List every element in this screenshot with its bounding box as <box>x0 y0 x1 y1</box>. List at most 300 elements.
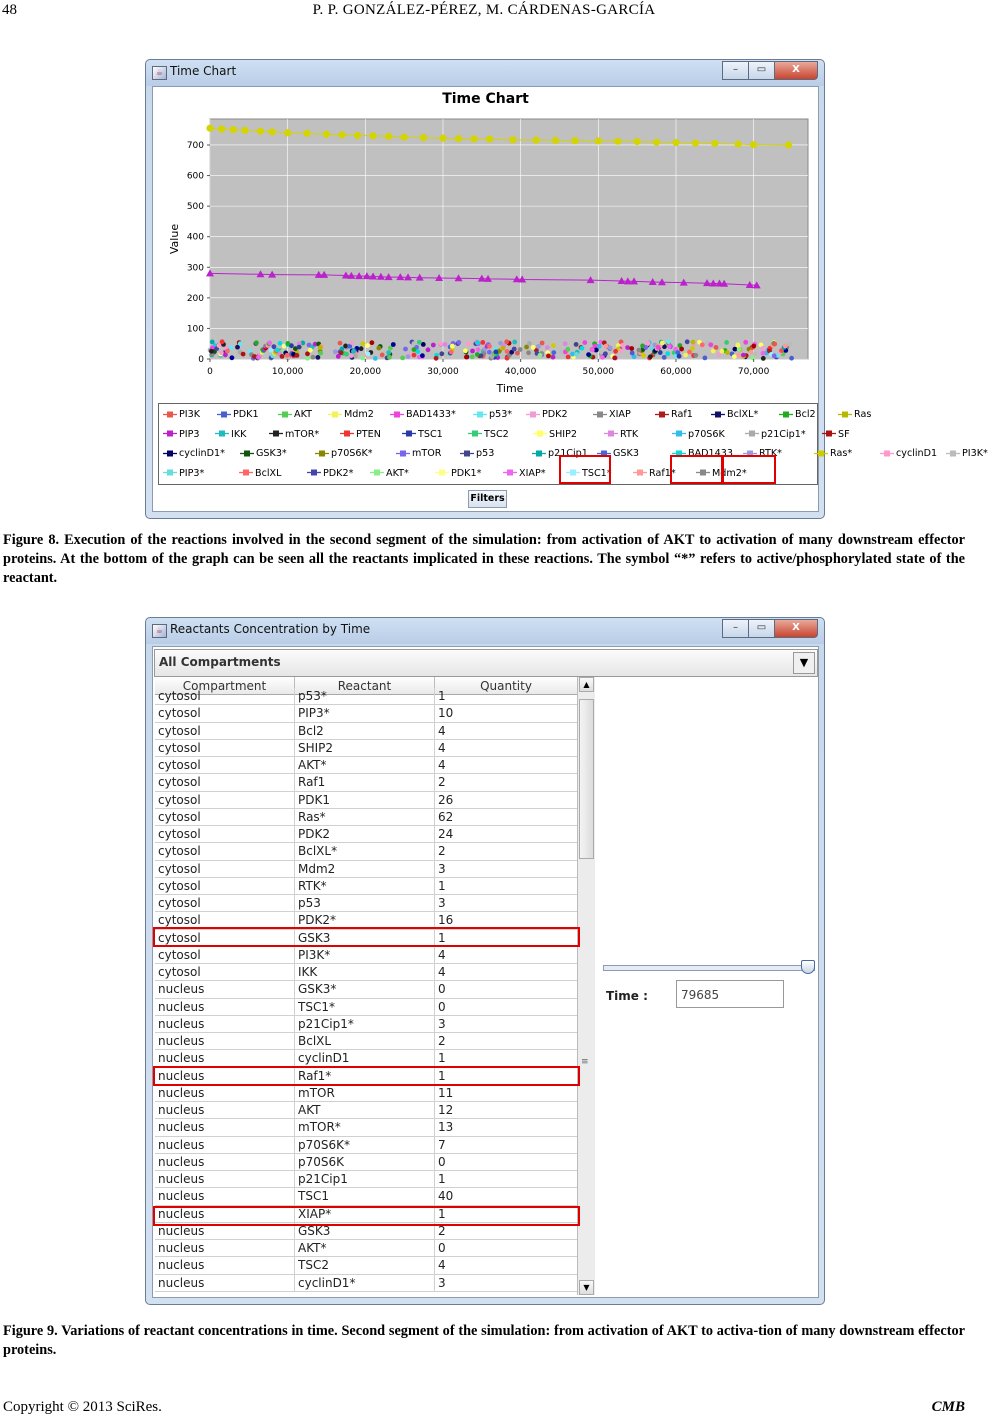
data-point-mdm2 <box>692 140 699 147</box>
compartment-select[interactable] <box>154 649 818 677</box>
low-value-marker <box>443 342 448 347</box>
low-value-marker <box>412 353 417 358</box>
cell-compartment: cytosol <box>155 912 295 929</box>
dropdown-arrow-icon[interactable]: ▼ <box>793 652 815 674</box>
low-value-marker <box>504 339 509 344</box>
running-head-authors: P. P. GONZÁLEZ-PÉREZ, M. CÁRDENAS-GARCÍA <box>312 2 656 18</box>
low-value-marker <box>646 341 651 346</box>
close-button[interactable]: X <box>774 619 818 638</box>
low-value-marker <box>637 348 642 353</box>
low-value-marker <box>608 345 613 350</box>
cell-quantity: 10 <box>435 705 578 722</box>
legend-marker-icon <box>822 429 836 438</box>
low-value-marker <box>603 351 608 356</box>
low-value-marker <box>551 350 556 355</box>
cell-reactant: p53* <box>295 688 435 705</box>
legend-label: TSC1 <box>418 428 443 440</box>
cell-reactant: PDK2* <box>295 912 435 929</box>
low-value-marker <box>380 353 385 358</box>
table-row[interactable] <box>155 1119 578 1136</box>
data-point-mdm2 <box>369 132 376 139</box>
cell-compartment: nucleus <box>155 1016 295 1033</box>
window-title: Time Chart <box>170 64 237 78</box>
data-point-mdm2 <box>533 136 540 143</box>
legend-item <box>533 428 577 441</box>
cell-quantity: 26 <box>435 792 578 809</box>
table-row[interactable] <box>155 1033 578 1050</box>
data-point-mdm2 <box>354 132 361 139</box>
cell-quantity: 0 <box>435 981 578 998</box>
low-value-marker <box>648 354 653 359</box>
legend-label: PIP3 <box>179 428 200 440</box>
cell-quantity: 3 <box>435 1016 578 1033</box>
data-point-mdm2 <box>323 131 330 138</box>
legend-item <box>655 408 693 421</box>
table-row[interactable] <box>155 1223 578 1240</box>
legend-label: PDK1* <box>451 467 482 479</box>
table-row[interactable] <box>155 1206 578 1223</box>
table-scrollbar[interactable] <box>577 677 595 1295</box>
y-tick-label: 100 <box>186 324 204 335</box>
table-row[interactable] <box>155 1275 578 1292</box>
legend-label: PDK2 <box>542 409 568 420</box>
cell-quantity: 0 <box>435 1240 578 1257</box>
scroll-up-icon[interactable]: ▲ <box>579 677 594 692</box>
cell-compartment: cytosol <box>155 688 295 705</box>
cell-compartment: nucleus <box>155 1171 295 1188</box>
scrollbar-thumb[interactable] <box>579 699 594 859</box>
low-value-marker <box>732 354 737 359</box>
legend-label: BAD1433* <box>406 409 456 420</box>
legend-marker-icon <box>526 410 540 419</box>
legend-marker-icon <box>239 468 253 477</box>
cell-compartment: nucleus <box>155 981 295 998</box>
low-value-marker <box>536 344 541 349</box>
cell-compartment: nucleus <box>155 1085 295 1102</box>
table-row[interactable] <box>155 1068 578 1085</box>
legend-marker-icon <box>633 468 647 477</box>
cell-reactant: AKT* <box>295 757 435 774</box>
cell-quantity: 2 <box>435 843 578 860</box>
cell-reactant: PIP3* <box>295 705 435 722</box>
cell-quantity: 7 <box>435 1137 578 1154</box>
legend-item <box>460 447 494 460</box>
legend-label: XIAP <box>609 409 631 420</box>
legend-item <box>215 428 246 441</box>
cell-reactant: p21Cip1 <box>295 1171 435 1188</box>
cell-compartment: nucleus <box>155 1188 295 1205</box>
legend-item <box>396 447 441 460</box>
cell-quantity: 12 <box>435 1102 578 1119</box>
legend-item <box>838 408 871 421</box>
low-value-marker <box>540 341 545 346</box>
legend-label: BclXL* <box>727 409 759 420</box>
low-value-marker <box>353 354 358 359</box>
cell-reactant: XIAP* <box>295 1206 435 1223</box>
table-row[interactable] <box>155 895 578 912</box>
low-value-marker <box>420 353 425 358</box>
legend-label: p53* <box>489 409 513 420</box>
data-point-mdm2 <box>257 128 264 135</box>
low-value-marker <box>295 353 300 358</box>
low-value-marker <box>512 340 517 345</box>
scroll-down-icon[interactable]: ▼ <box>579 1280 594 1295</box>
cell-quantity: 13 <box>435 1119 578 1136</box>
low-value-marker <box>470 349 475 354</box>
data-point-mdm2 <box>552 137 559 144</box>
legend-item <box>814 447 852 460</box>
low-value-marker <box>487 350 492 355</box>
legend-label: Raf1 <box>671 409 693 420</box>
low-value-marker <box>338 341 343 346</box>
legend-item <box>597 447 639 460</box>
low-value-marker <box>679 347 684 352</box>
data-point-mdm2 <box>439 135 446 142</box>
low-value-marker <box>318 345 323 350</box>
table-row[interactable] <box>155 1050 578 1067</box>
close-button[interactable]: X <box>774 61 818 80</box>
legend-label: cyclinD1 <box>896 448 938 459</box>
low-value-marker <box>789 356 794 361</box>
data-point-mdm2 <box>385 133 392 140</box>
low-value-marker <box>387 355 392 360</box>
time-input[interactable]: 79685 <box>676 980 784 1008</box>
cell-quantity: 4 <box>435 1257 578 1274</box>
table-row[interactable] <box>155 930 578 947</box>
data-point-mdm2 <box>401 133 408 140</box>
y-tick-label: 400 <box>186 232 204 243</box>
column-header-compartment[interactable]: Compartment <box>155 677 295 694</box>
low-value-marker <box>787 342 792 347</box>
low-value-marker <box>311 355 316 360</box>
title-bar[interactable] <box>146 60 824 86</box>
y-tick-label: 300 <box>186 263 204 274</box>
cell-quantity: 1 <box>435 1206 578 1223</box>
cell-reactant: Mdm2 <box>295 861 435 878</box>
y-tick-label: 0 <box>198 355 204 365</box>
grip-icon: ≡ <box>581 1057 589 1067</box>
data-point-mdm2 <box>338 131 345 138</box>
data-point-mdm2 <box>486 136 493 143</box>
legend-marker-icon <box>711 410 725 419</box>
title-bar[interactable] <box>146 618 824 644</box>
table-row[interactable] <box>155 1257 578 1274</box>
legend-marker-icon <box>468 429 482 438</box>
legend-item <box>468 428 509 441</box>
java-app-icon: ☕ <box>152 66 167 80</box>
legend-item <box>269 428 319 441</box>
cell-reactant: PI3K* <box>295 947 435 964</box>
x-tick-label: 70,000 <box>737 367 770 377</box>
data-point-mdm2 <box>595 137 602 144</box>
maximize-button[interactable]: ▭ <box>748 619 775 638</box>
low-value-marker <box>365 343 370 348</box>
low-value-marker <box>749 350 754 355</box>
table-row[interactable] <box>155 1171 578 1188</box>
legend-item <box>566 467 612 480</box>
cell-compartment: nucleus <box>155 1119 295 1136</box>
filters-button[interactable]: Filters <box>468 490 507 508</box>
legend-label: Ras <box>854 409 872 420</box>
table-row[interactable] <box>155 947 578 964</box>
legend-marker-icon <box>696 468 710 477</box>
table-row[interactable] <box>155 792 578 809</box>
low-value-marker <box>494 350 499 355</box>
cell-quantity: 4 <box>435 723 578 740</box>
low-value-marker <box>518 347 523 352</box>
low-value-marker <box>254 340 259 345</box>
minimize-button[interactable]: – <box>722 61 749 80</box>
low-value-marker <box>466 341 471 346</box>
table-row[interactable] <box>155 964 578 981</box>
cell-compartment: cytosol <box>155 774 295 791</box>
low-value-marker <box>449 350 454 355</box>
table-row[interactable] <box>155 1154 578 1171</box>
low-value-marker <box>285 353 290 358</box>
page-number: 48 <box>2 2 17 18</box>
table-row[interactable] <box>155 740 578 757</box>
low-value-marker <box>376 346 381 351</box>
legend-marker-icon <box>215 429 229 438</box>
legend-label: mTOR <box>412 448 442 459</box>
table-row[interactable] <box>155 843 578 860</box>
low-value-marker <box>434 356 439 361</box>
low-value-marker <box>590 348 595 353</box>
low-value-marker <box>339 350 344 355</box>
cell-quantity: 1 <box>435 1068 578 1085</box>
cell-quantity: 3 <box>435 861 578 878</box>
low-value-marker <box>666 339 671 344</box>
legend-item <box>163 447 225 460</box>
figure-8-caption: Figure 8. Execution of the reactions involved in the second segment of the simulation: from activation of AKT to activation of many downstream effector proteins. At the bottom of the graph can be seen all the reactants implicated in these reactions. The symbol “*” refers to active/phosphorylated state of the reactant. <box>3 532 965 586</box>
column-header-reactant[interactable]: Reactant <box>295 677 435 694</box>
low-value-marker <box>714 345 719 350</box>
reactants-table-body <box>155 688 578 1291</box>
cell-reactant: p70S6K <box>295 1154 435 1171</box>
low-value-marker <box>641 353 646 358</box>
legend-marker-icon <box>163 429 177 438</box>
legend-marker-icon <box>269 429 283 438</box>
legend-item <box>946 447 988 460</box>
data-point-mdm2 <box>269 128 276 135</box>
x-tick-label: 60,000 <box>660 367 692 377</box>
low-value-marker <box>604 344 609 349</box>
low-value-marker <box>565 347 570 352</box>
data-point-mdm2 <box>470 135 477 142</box>
time-slider-thumb[interactable] <box>801 960 815 974</box>
low-value-marker <box>480 340 485 345</box>
legend-label: PI3K* <box>962 448 988 459</box>
low-value-marker <box>741 353 746 358</box>
table-row[interactable] <box>155 705 578 722</box>
low-value-marker <box>720 349 725 354</box>
legend-marker-icon <box>278 410 292 419</box>
legend-label: Raf1* <box>649 467 676 479</box>
table-row[interactable] <box>155 688 578 705</box>
low-value-marker <box>267 341 272 346</box>
low-value-marker <box>370 340 375 345</box>
low-value-marker <box>305 356 310 361</box>
legend-marker-icon <box>655 410 669 419</box>
low-value-marker <box>743 340 748 345</box>
low-value-marker <box>559 349 564 354</box>
low-value-marker <box>761 356 766 361</box>
low-value-marker <box>760 346 765 351</box>
legend-label: PDK1 <box>233 409 259 420</box>
legend-marker-icon <box>217 410 231 419</box>
table-row[interactable] <box>155 1240 578 1257</box>
low-value-marker <box>229 345 234 350</box>
low-value-marker <box>501 346 506 351</box>
x-tick-label: 10,000 <box>271 367 304 377</box>
low-value-marker <box>761 351 766 356</box>
column-header-quantity[interactable]: Quantity <box>435 677 578 694</box>
low-value-marker <box>582 340 587 345</box>
chart-panel <box>152 86 988 512</box>
cell-compartment: cytosol <box>155 861 295 878</box>
table-row[interactable] <box>155 981 578 998</box>
table-row[interactable] <box>155 1137 578 1154</box>
low-value-marker <box>545 345 550 350</box>
table-row[interactable] <box>155 878 578 895</box>
legend-item <box>315 447 373 460</box>
table-row[interactable] <box>155 757 578 774</box>
table-row[interactable] <box>155 1085 578 1102</box>
low-value-marker <box>209 349 214 354</box>
legend-label: p70S6K* <box>331 448 373 459</box>
cell-compartment: cytosol <box>155 723 295 740</box>
legend-label: PDK2* <box>323 467 354 479</box>
x-tick-label: 30,000 <box>427 367 459 377</box>
cell-compartment: nucleus <box>155 1102 295 1119</box>
low-value-marker <box>662 355 667 360</box>
cell-compartment: nucleus <box>155 1154 295 1171</box>
low-value-marker <box>643 345 648 350</box>
cell-quantity: 3 <box>435 1275 578 1292</box>
figure-9-caption: Figure 9. Variations of reactant concentrations in time. Second segment of the simulation: from activation of AKT to activa-tion of many downstream effector proteins. <box>3 1323 965 1358</box>
legend-item <box>390 408 456 421</box>
cell-reactant: GSK3 <box>295 1223 435 1240</box>
cell-compartment: cytosol <box>155 809 295 826</box>
low-value-marker <box>551 343 556 348</box>
legend-label: AKT <box>294 409 312 420</box>
low-value-marker <box>463 348 468 353</box>
low-value-marker <box>361 341 366 346</box>
y-tick-label: 600 <box>186 171 204 182</box>
y-tick-label: 200 <box>186 293 204 304</box>
legend-marker-icon <box>307 468 321 477</box>
table-row[interactable] <box>155 999 578 1016</box>
low-value-marker <box>450 344 455 349</box>
legend-label: RTK* <box>759 448 782 459</box>
data-point-mdm2 <box>735 140 742 147</box>
low-value-marker <box>344 352 349 357</box>
time-slider-track[interactable] <box>603 965 815 971</box>
legend-marker-icon <box>390 410 404 419</box>
low-value-marker <box>736 353 741 358</box>
table-row[interactable] <box>155 723 578 740</box>
data-point-mdm2 <box>509 136 516 143</box>
low-value-marker <box>753 352 758 357</box>
low-value-marker <box>386 350 391 355</box>
legend-label: SF <box>838 428 850 440</box>
cell-quantity: 1 <box>435 1171 578 1188</box>
table-row[interactable] <box>155 1102 578 1119</box>
cell-reactant: Raf1 <box>295 774 435 791</box>
legend-item <box>239 467 281 480</box>
cell-quantity: 4 <box>435 964 578 981</box>
y-axis-label: Value <box>168 223 181 255</box>
low-value-marker <box>566 355 571 360</box>
y-tick-label: 500 <box>186 202 204 213</box>
table-row[interactable] <box>155 826 578 843</box>
legend-item <box>743 447 782 460</box>
cell-reactant: cyclinD1 <box>295 1050 435 1067</box>
low-value-marker <box>400 356 405 361</box>
table-row[interactable] <box>155 861 578 878</box>
page-header <box>0 2 968 24</box>
low-value-marker <box>531 345 536 350</box>
legend-marker-icon <box>593 410 607 419</box>
legend-label: AKT* <box>386 467 409 479</box>
chart-title: Time Chart <box>442 91 529 107</box>
data-point-mdm2 <box>420 134 427 141</box>
low-value-marker <box>703 356 708 361</box>
low-value-marker <box>412 341 417 346</box>
low-value-marker <box>406 354 411 359</box>
cell-compartment: nucleus <box>155 1257 295 1274</box>
legend-item <box>402 428 443 441</box>
cell-reactant: BclXL* <box>295 843 435 860</box>
cell-quantity: 2 <box>435 774 578 791</box>
legend-item <box>503 467 546 480</box>
cell-compartment: cytosol <box>155 930 295 947</box>
low-value-marker <box>272 344 277 349</box>
java-app-icon: ☕ <box>152 624 167 638</box>
legend-marker-icon <box>473 410 487 419</box>
legend-marker-icon <box>946 449 960 458</box>
low-value-marker <box>318 351 323 356</box>
table-row[interactable] <box>155 912 578 929</box>
minimize-button[interactable]: – <box>722 619 749 638</box>
cell-quantity: 1 <box>435 688 578 705</box>
legend-label: GSK3* <box>256 448 287 459</box>
low-value-marker <box>526 350 531 355</box>
table-row[interactable] <box>155 1016 578 1033</box>
legend-label: RTK <box>620 428 639 440</box>
low-value-marker <box>286 341 291 346</box>
data-point-mdm2 <box>785 141 792 148</box>
low-value-marker <box>612 356 617 361</box>
legend-marker-icon <box>566 468 580 477</box>
low-value-marker <box>751 344 756 349</box>
legend-marker-icon <box>163 449 177 458</box>
cell-reactant: Ras* <box>295 809 435 826</box>
table-row[interactable] <box>155 774 578 791</box>
table-row[interactable] <box>155 1188 578 1205</box>
maximize-button[interactable]: ▭ <box>748 61 775 80</box>
low-value-marker <box>333 349 338 354</box>
low-value-marker <box>412 347 417 352</box>
cell-compartment: nucleus <box>155 1275 295 1292</box>
cell-reactant: cyclinD1* <box>295 1275 435 1292</box>
cell-compartment: cytosol <box>155 705 295 722</box>
table-row[interactable] <box>155 809 578 826</box>
low-value-marker <box>656 345 661 350</box>
legend-marker-icon <box>340 429 354 438</box>
low-value-marker <box>683 353 688 358</box>
cell-quantity: 1 <box>435 878 578 895</box>
